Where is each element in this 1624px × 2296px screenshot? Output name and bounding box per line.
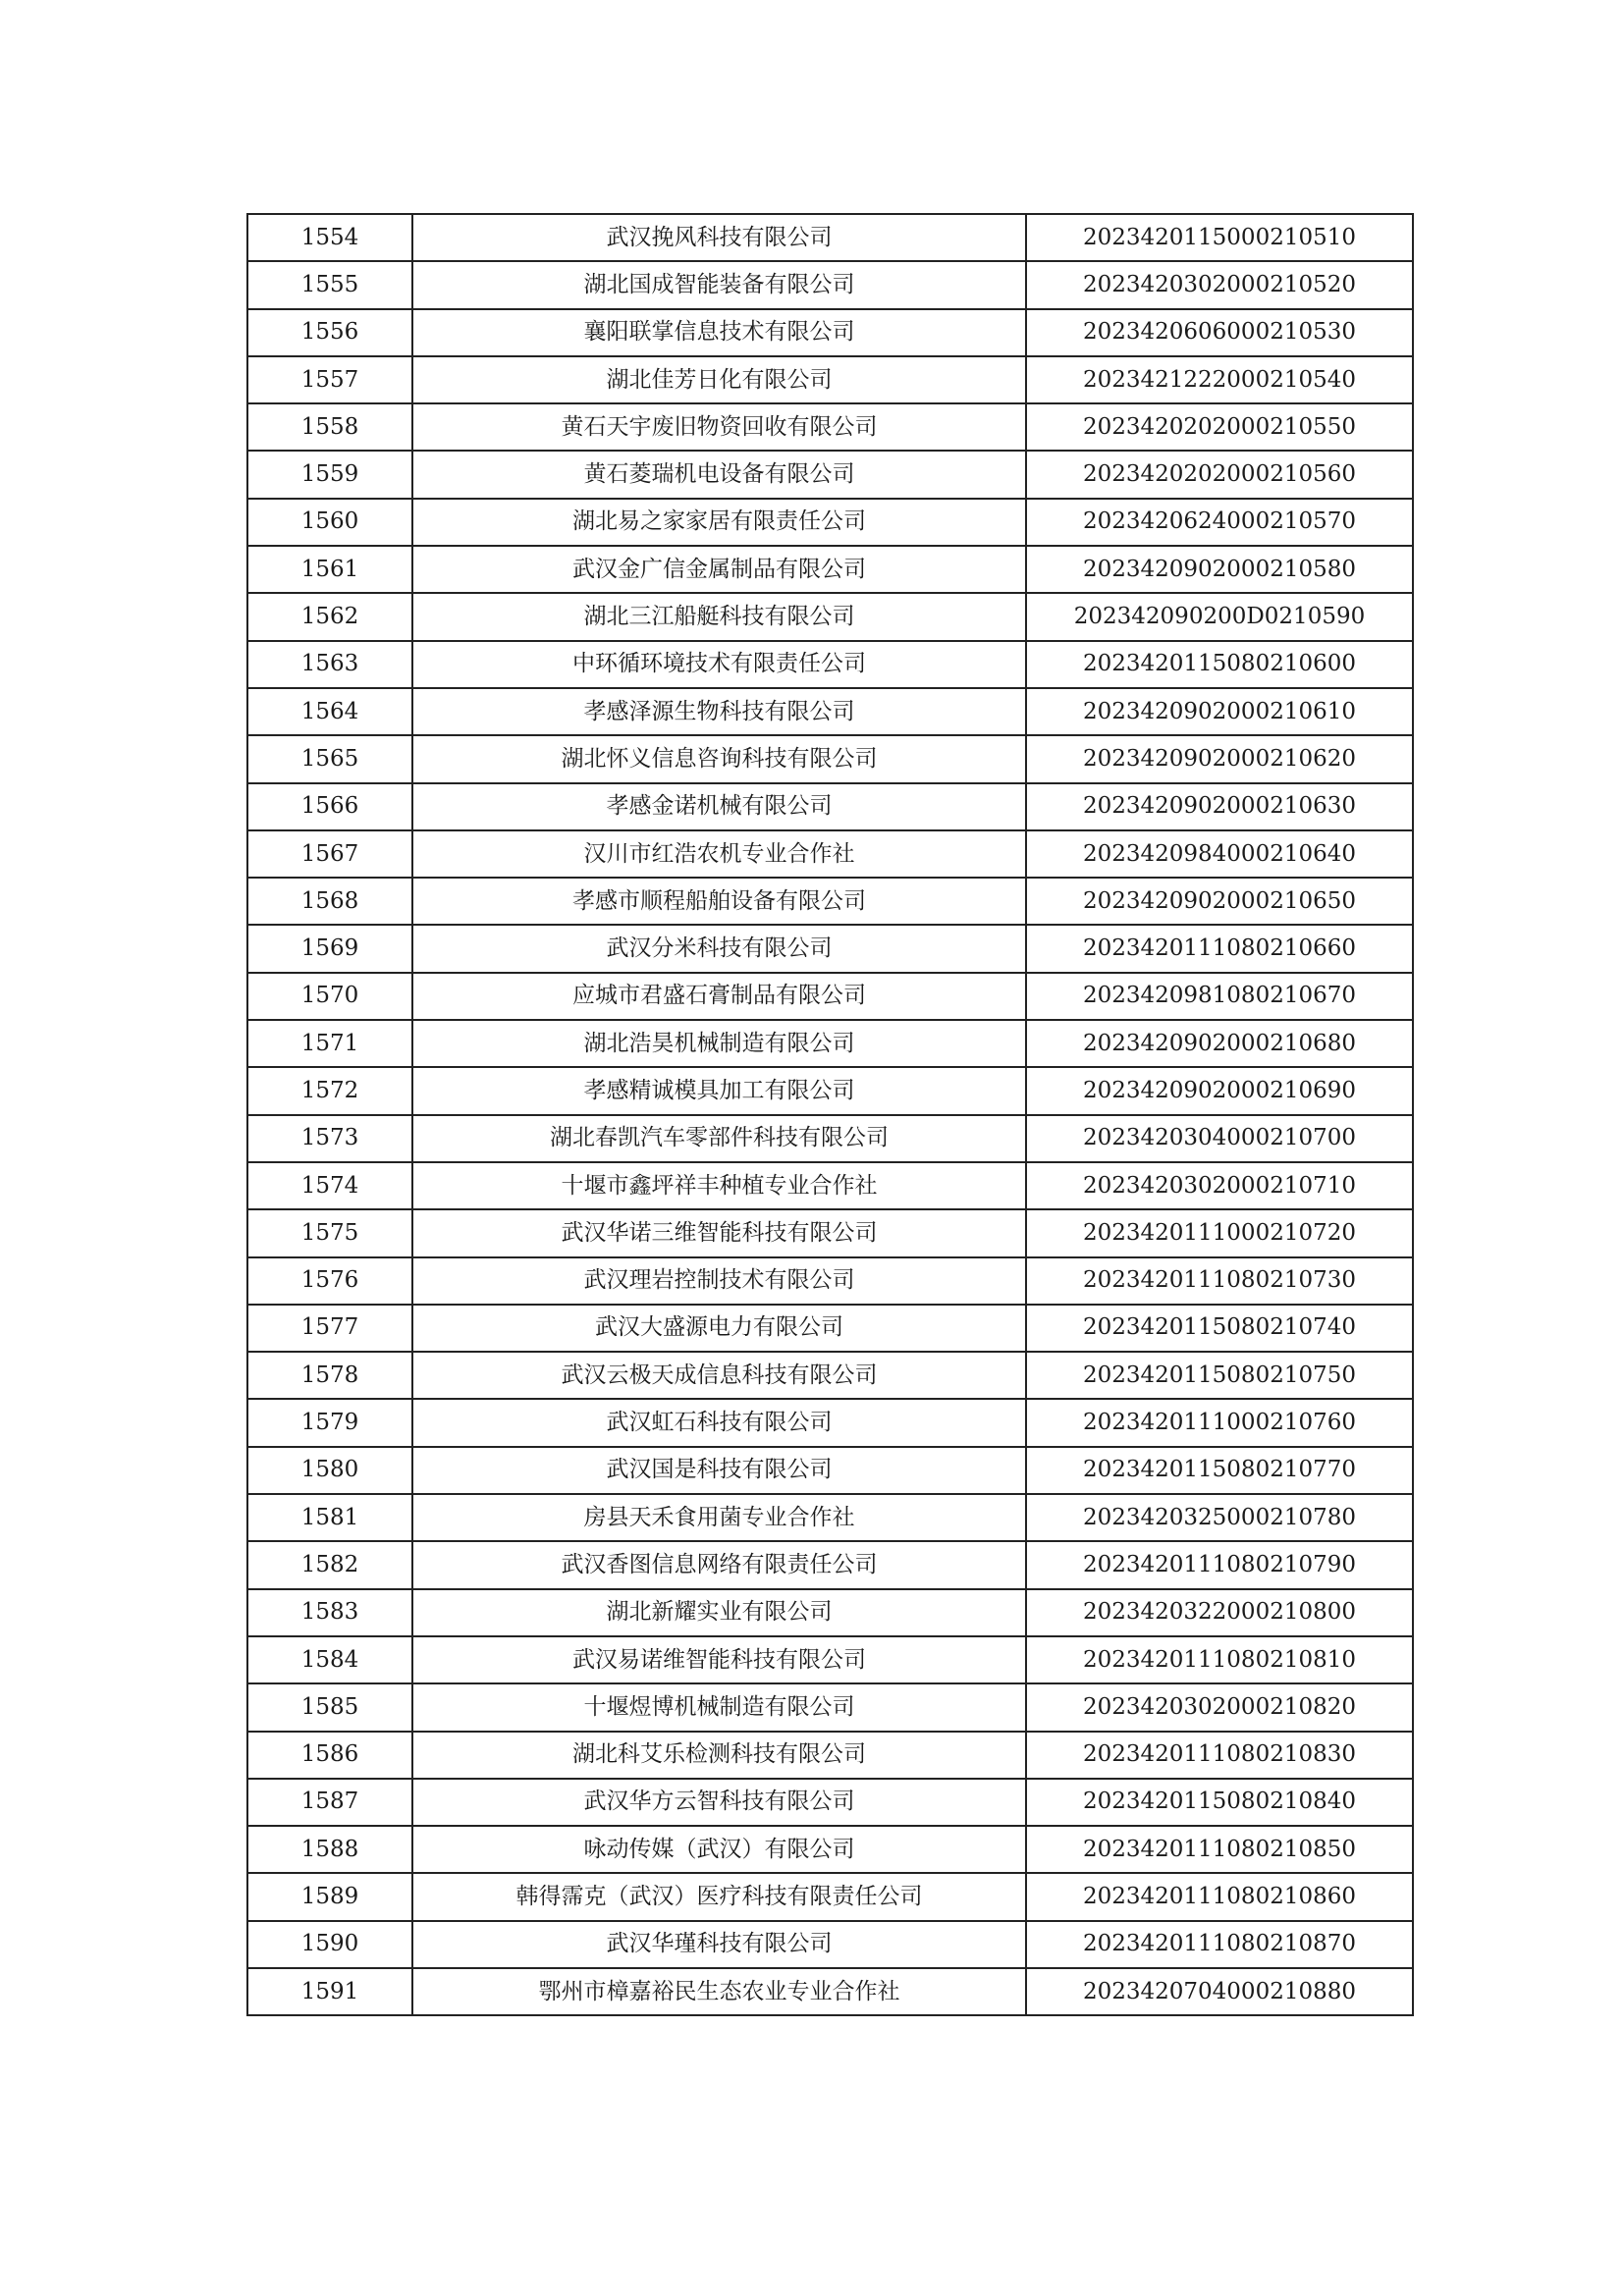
row-number-cell: 1564 (247, 688, 412, 735)
table-row (247, 1257, 1413, 1305)
registration-code-cell: 2023420302000210710 (1026, 1162, 1413, 1209)
row-number-cell: 1581 (247, 1494, 412, 1541)
registration-code-cell: 2023420984000210640 (1026, 830, 1413, 878)
registration-code-cell: 2023420115080210750 (1026, 1352, 1413, 1399)
row-number-cell: 1590 (247, 1921, 412, 1968)
table-row (247, 1779, 1413, 1826)
company-name-cell: 韩得霈克（武汉）医疗科技有限责任公司 (412, 1873, 1026, 1920)
registration-code-cell: 2023420304000210700 (1026, 1115, 1413, 1162)
row-number-cell: 1576 (247, 1257, 412, 1305)
row-number-cell: 1588 (247, 1826, 412, 1873)
company-name-cell: 十堰市鑫坪祥丰种植专业合作社 (412, 1162, 1026, 1209)
table-row (247, 1115, 1413, 1162)
row-number-cell: 1559 (247, 451, 412, 498)
table-row (247, 973, 1413, 1020)
registration-code-cell: 2023420902000210580 (1026, 546, 1413, 593)
registration-code-cell: 2023420111080210730 (1026, 1257, 1413, 1305)
row-number-cell: 1587 (247, 1779, 412, 1826)
company-name-cell: 房县天禾食用菌专业合作社 (412, 1494, 1026, 1541)
row-number-cell: 1572 (247, 1067, 412, 1114)
company-name-cell: 武汉华瑾科技有限公司 (412, 1921, 1026, 1968)
table-row (247, 1589, 1413, 1636)
row-number-cell: 1560 (247, 499, 412, 546)
registration-code-cell: 2023420202000210560 (1026, 451, 1413, 498)
company-name-cell: 湖北佳芳日化有限公司 (412, 356, 1026, 403)
table-row (247, 309, 1413, 356)
row-number-cell: 1582 (247, 1541, 412, 1588)
table-row (247, 735, 1413, 782)
company-name-cell: 湖北三江船艇科技有限公司 (412, 593, 1026, 640)
company-name-cell: 中环循环境技术有限责任公司 (412, 641, 1026, 688)
registration-code-cell: 2023420902000210680 (1026, 1020, 1413, 1067)
row-number-cell: 1583 (247, 1589, 412, 1636)
table-row (247, 1352, 1413, 1399)
table-row (247, 688, 1413, 735)
table-row (247, 830, 1413, 878)
table-row (247, 1826, 1413, 1873)
registration-code-cell: 2023420325000210780 (1026, 1494, 1413, 1541)
table-row (247, 1732, 1413, 1779)
company-name-cell: 黄石天宇废旧物资回收有限公司 (412, 403, 1026, 451)
row-number-cell: 1579 (247, 1399, 412, 1446)
company-name-cell: 孝感精诚模具加工有限公司 (412, 1067, 1026, 1114)
registration-code-cell: 2023420115080210600 (1026, 641, 1413, 688)
table-row (247, 1921, 1413, 1968)
row-number-cell: 1586 (247, 1732, 412, 1779)
registration-code-cell: 2023420111000210720 (1026, 1209, 1413, 1256)
company-name-cell: 湖北春凯汽车零部件科技有限公司 (412, 1115, 1026, 1162)
row-number-cell: 1570 (247, 973, 412, 1020)
registration-code-cell: 2023421222000210540 (1026, 356, 1413, 403)
row-number-cell: 1577 (247, 1305, 412, 1352)
registration-code-cell: 2023420115080210740 (1026, 1305, 1413, 1352)
company-name-cell: 武汉华方云智科技有限公司 (412, 1779, 1026, 1826)
row-number-cell: 1558 (247, 403, 412, 451)
table-row (247, 878, 1413, 925)
table-row (247, 546, 1413, 593)
registration-code-cell: 2023420624000210570 (1026, 499, 1413, 546)
registration-code-cell: 2023420704000210880 (1026, 1968, 1413, 2015)
table-row (247, 499, 1413, 546)
row-number-cell: 1591 (247, 1968, 412, 2015)
row-number-cell: 1574 (247, 1162, 412, 1209)
company-name-cell: 孝感金诺机械有限公司 (412, 783, 1026, 830)
table-row (247, 593, 1413, 640)
registration-code-cell: 2023420202000210550 (1026, 403, 1413, 451)
row-number-cell: 1585 (247, 1683, 412, 1731)
table-row (247, 403, 1413, 451)
company-name-cell: 咏动传媒（武汉）有限公司 (412, 1826, 1026, 1873)
row-number-cell: 1555 (247, 261, 412, 308)
registration-code-cell: 2023420111080210830 (1026, 1732, 1413, 1779)
table-row (247, 1968, 1413, 2015)
registry-table-body (247, 214, 1413, 2015)
registration-code-cell: 2023420115080210840 (1026, 1779, 1413, 1826)
registration-code-cell: 2023420606000210530 (1026, 309, 1413, 356)
registration-code-cell: 2023420902000210620 (1026, 735, 1413, 782)
table-row (247, 1020, 1413, 1067)
row-number-cell: 1575 (247, 1209, 412, 1256)
row-number-cell: 1567 (247, 830, 412, 878)
company-name-cell: 襄阳联掌信息技术有限公司 (412, 309, 1026, 356)
registration-code-cell: 2023420111080210850 (1026, 1826, 1413, 1873)
registration-code-cell: 2023420902000210610 (1026, 688, 1413, 735)
row-number-cell: 1557 (247, 356, 412, 403)
company-name-cell: 武汉华诺三维智能科技有限公司 (412, 1209, 1026, 1256)
table-row (247, 1541, 1413, 1588)
company-name-cell: 湖北浩昊机械制造有限公司 (412, 1020, 1026, 1067)
registration-code-cell: 2023420115080210770 (1026, 1447, 1413, 1494)
table-row (247, 925, 1413, 972)
row-number-cell: 1580 (247, 1447, 412, 1494)
registration-code-cell: 202342090200D0210590 (1026, 593, 1413, 640)
table-row (247, 451, 1413, 498)
company-name-cell: 武汉分米科技有限公司 (412, 925, 1026, 972)
company-name-cell: 湖北新耀实业有限公司 (412, 1589, 1026, 1636)
row-number-cell: 1584 (247, 1636, 412, 1683)
company-name-cell: 应城市君盛石膏制品有限公司 (412, 973, 1026, 1020)
row-number-cell: 1565 (247, 735, 412, 782)
company-name-cell: 鄂州市樟嘉裕民生态农业专业合作社 (412, 1968, 1026, 2015)
company-name-cell: 湖北易之家家居有限责任公司 (412, 499, 1026, 546)
table-row (247, 1399, 1413, 1446)
company-name-cell: 汉川市红浩农机专业合作社 (412, 830, 1026, 878)
registration-code-cell: 2023420111080210870 (1026, 1921, 1413, 1968)
table-row (247, 1305, 1413, 1352)
table-row (247, 783, 1413, 830)
row-number-cell: 1556 (247, 309, 412, 356)
table-row (247, 214, 1413, 261)
row-number-cell: 1563 (247, 641, 412, 688)
company-name-cell: 武汉虹石科技有限公司 (412, 1399, 1026, 1446)
table-row (247, 1494, 1413, 1541)
company-name-cell: 十堰煜博机械制造有限公司 (412, 1683, 1026, 1731)
company-name-cell: 武汉易诺维智能科技有限公司 (412, 1636, 1026, 1683)
company-name-cell: 武汉香图信息网络有限责任公司 (412, 1541, 1026, 1588)
row-number-cell: 1554 (247, 214, 412, 261)
company-name-cell: 武汉理岩控制技术有限公司 (412, 1257, 1026, 1305)
table-row (247, 1162, 1413, 1209)
registration-code-cell: 2023420302000210820 (1026, 1683, 1413, 1731)
row-number-cell: 1569 (247, 925, 412, 972)
company-registry-table (246, 213, 1414, 2016)
company-name-cell: 孝感泽源生物科技有限公司 (412, 688, 1026, 735)
company-name-cell: 黄石菱瑞机电设备有限公司 (412, 451, 1026, 498)
company-name-cell: 武汉大盛源电力有限公司 (412, 1305, 1026, 1352)
company-name-cell: 武汉国是科技有限公司 (412, 1447, 1026, 1494)
row-number-cell: 1562 (247, 593, 412, 640)
row-number-cell: 1568 (247, 878, 412, 925)
row-number-cell: 1589 (247, 1873, 412, 1920)
row-number-cell: 1573 (247, 1115, 412, 1162)
registration-code-cell: 2023420111080210660 (1026, 925, 1413, 972)
table-row (247, 1636, 1413, 1683)
table-row (247, 641, 1413, 688)
company-name-cell: 武汉挽风科技有限公司 (412, 214, 1026, 261)
registration-code-cell: 2023420902000210630 (1026, 783, 1413, 830)
table-row (247, 1873, 1413, 1920)
table-row (247, 356, 1413, 403)
company-name-cell: 孝感市顺程船舶设备有限公司 (412, 878, 1026, 925)
table-row (247, 1447, 1413, 1494)
row-number-cell: 1561 (247, 546, 412, 593)
table-row (247, 1683, 1413, 1731)
row-number-cell: 1578 (247, 1352, 412, 1399)
registration-code-cell: 2023420115000210510 (1026, 214, 1413, 261)
registration-code-cell: 2023420111080210790 (1026, 1541, 1413, 1588)
company-name-cell: 武汉金广信金属制品有限公司 (412, 546, 1026, 593)
registration-code-cell: 2023420322000210800 (1026, 1589, 1413, 1636)
registration-code-cell: 2023420902000210650 (1026, 878, 1413, 925)
registration-code-cell: 2023420111080210860 (1026, 1873, 1413, 1920)
table-row (247, 1209, 1413, 1256)
row-number-cell: 1571 (247, 1020, 412, 1067)
registration-code-cell: 2023420111000210760 (1026, 1399, 1413, 1446)
table-row (247, 1067, 1413, 1114)
registration-code-cell: 2023420902000210690 (1026, 1067, 1413, 1114)
company-name-cell: 湖北怀义信息咨询科技有限公司 (412, 735, 1026, 782)
registration-code-cell: 2023420111080210810 (1026, 1636, 1413, 1683)
registration-code-cell: 2023420302000210520 (1026, 261, 1413, 308)
table-row (247, 261, 1413, 308)
company-name-cell: 武汉云极天成信息科技有限公司 (412, 1352, 1026, 1399)
company-name-cell: 湖北国成智能装备有限公司 (412, 261, 1026, 308)
row-number-cell: 1566 (247, 783, 412, 830)
registration-code-cell: 2023420981080210670 (1026, 973, 1413, 1020)
company-name-cell: 湖北科艾乐检测科技有限公司 (412, 1732, 1026, 1779)
